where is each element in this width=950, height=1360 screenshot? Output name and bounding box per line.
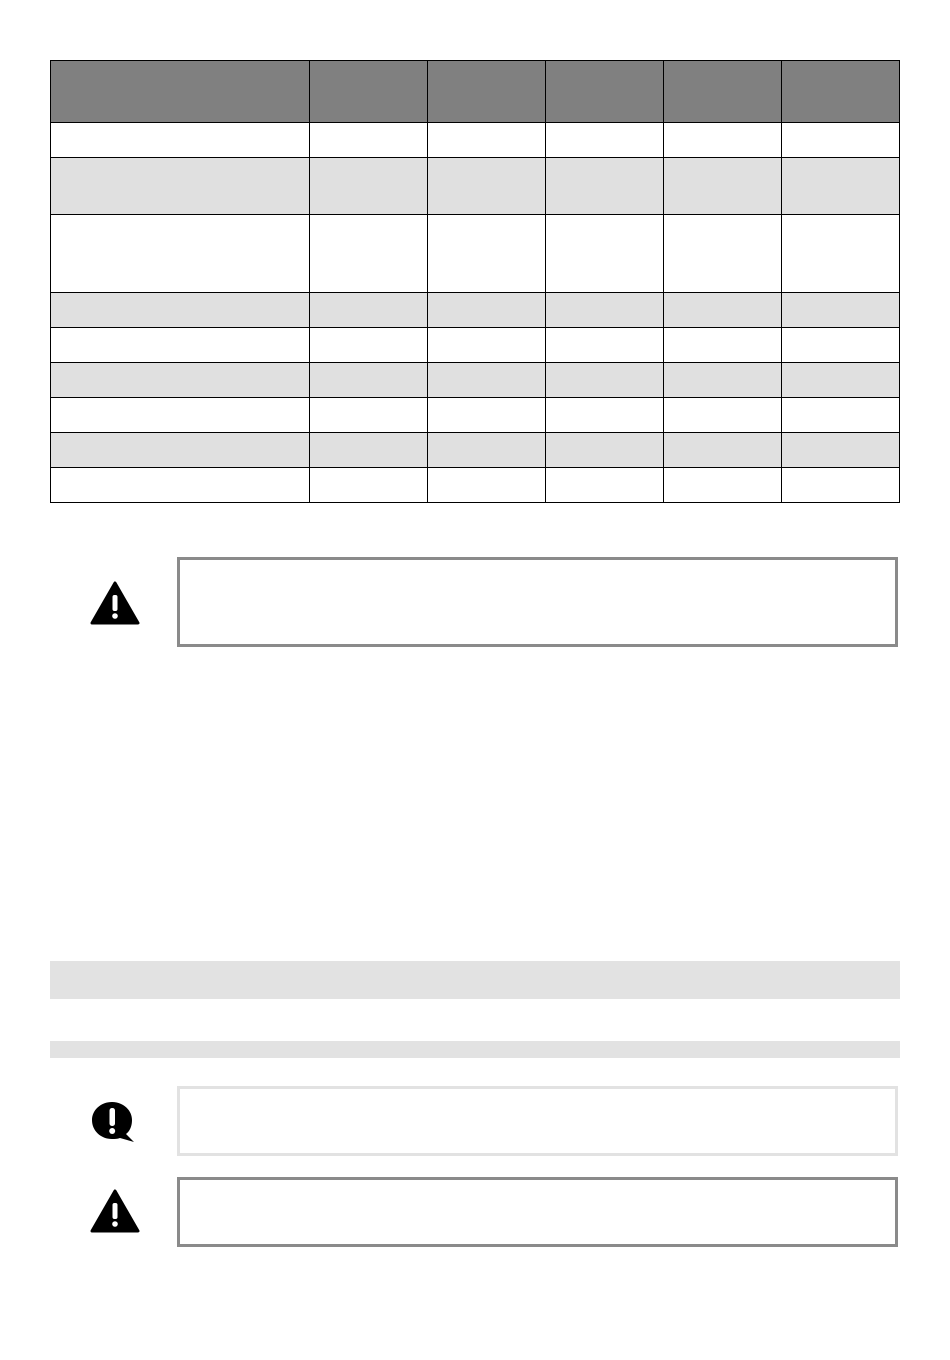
table-cell xyxy=(546,468,664,503)
table-cell xyxy=(546,293,664,328)
table-cell xyxy=(664,158,782,215)
header-cell xyxy=(310,61,428,123)
table-cell xyxy=(310,158,428,215)
table-cell xyxy=(428,328,546,363)
table-cell xyxy=(664,398,782,433)
table-cell xyxy=(664,215,782,293)
table-cell xyxy=(51,433,310,468)
table-cell xyxy=(664,293,782,328)
table-cell xyxy=(428,398,546,433)
table-cell xyxy=(782,328,900,363)
spec-table xyxy=(50,60,900,503)
table-cell xyxy=(310,215,428,293)
warning-triangle-icon xyxy=(90,581,140,625)
table-cell xyxy=(428,468,546,503)
table-cell xyxy=(428,158,546,215)
table-cell xyxy=(428,215,546,293)
table-cell xyxy=(546,363,664,398)
table-cell xyxy=(664,433,782,468)
table-row xyxy=(51,328,900,363)
table-row xyxy=(51,433,900,468)
table-row xyxy=(51,158,900,215)
header-cell xyxy=(782,61,900,123)
header-cell xyxy=(664,61,782,123)
exclamation-speech-icon xyxy=(90,1100,138,1144)
table-cell xyxy=(428,123,546,158)
table-cell xyxy=(782,215,900,293)
table-cell xyxy=(51,398,310,433)
table-cell xyxy=(546,158,664,215)
table-cell xyxy=(546,398,664,433)
table-cell xyxy=(782,468,900,503)
table-cell xyxy=(782,158,900,215)
table-cell xyxy=(310,123,428,158)
table-header-row xyxy=(51,61,900,123)
table-cell xyxy=(782,398,900,433)
table-cell xyxy=(664,328,782,363)
table-cell xyxy=(51,468,310,503)
table-cell xyxy=(546,433,664,468)
table-cell xyxy=(428,293,546,328)
table-cell xyxy=(310,433,428,468)
table-cell xyxy=(782,363,900,398)
table-cell xyxy=(51,215,310,293)
table-cell xyxy=(782,123,900,158)
header-cell xyxy=(51,61,310,123)
table-cell xyxy=(782,433,900,468)
table-row xyxy=(51,398,900,433)
subsection-heading-band xyxy=(50,1041,900,1058)
warning-box xyxy=(177,557,898,647)
table-cell xyxy=(310,328,428,363)
table-cell xyxy=(546,215,664,293)
table-cell xyxy=(310,363,428,398)
table-cell xyxy=(51,123,310,158)
table-cell xyxy=(428,363,546,398)
table-row xyxy=(51,468,900,503)
table-cell xyxy=(664,123,782,158)
table-row xyxy=(51,363,900,398)
table-cell xyxy=(310,398,428,433)
table-row xyxy=(51,123,900,158)
warning-box-2 xyxy=(177,1177,898,1247)
table-cell xyxy=(546,328,664,363)
table-row xyxy=(51,293,900,328)
table-cell xyxy=(310,468,428,503)
table-cell xyxy=(546,123,664,158)
table-cell xyxy=(51,328,310,363)
table-cell xyxy=(428,433,546,468)
header-cell xyxy=(546,61,664,123)
section-heading-band xyxy=(50,961,900,999)
warning-triangle-icon xyxy=(90,1189,140,1233)
table-cell xyxy=(782,293,900,328)
table-cell xyxy=(51,158,310,215)
table-cell xyxy=(664,363,782,398)
table-cell xyxy=(664,468,782,503)
table-cell xyxy=(51,363,310,398)
table-cell xyxy=(310,293,428,328)
table-row xyxy=(51,215,900,293)
header-cell xyxy=(428,61,546,123)
note-box xyxy=(177,1086,898,1156)
table-cell xyxy=(51,293,310,328)
